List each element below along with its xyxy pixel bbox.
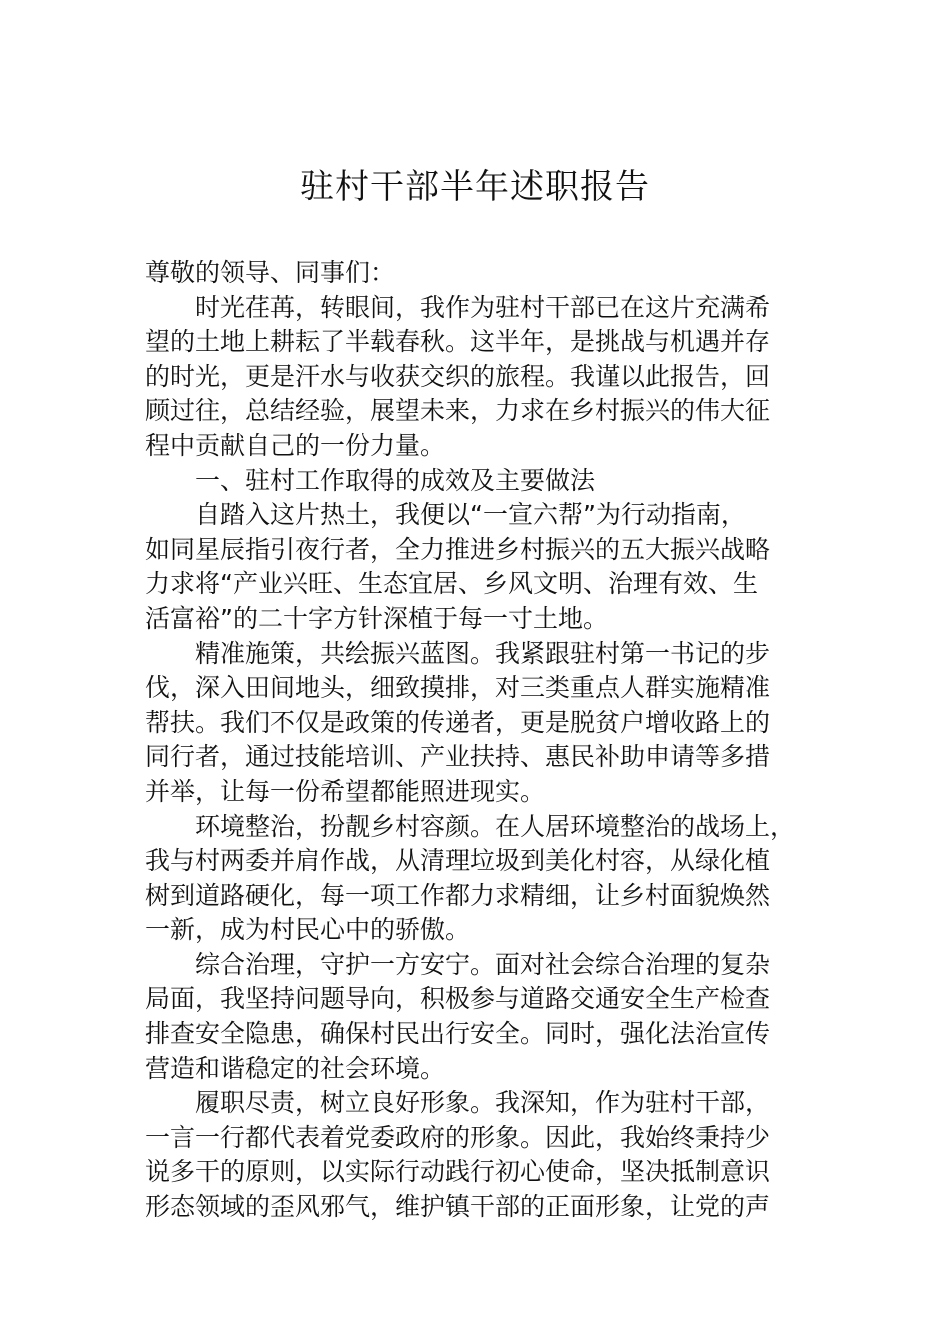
- text-line: 活富裕”的二十字方针深植于每一寸土地。: [145, 603, 608, 633]
- text-line: 伐，深入田间地头，细致摸排，对三类重点人群实施精准: [145, 673, 771, 703]
- text-line: 一言一行都代表着党委政府的形象。因此，我始终秉持少: [145, 1122, 771, 1152]
- text-line: 自踏入这片热土，我便以“一宣六帮”为行动指南，: [195, 500, 746, 530]
- text-line: 时光荏苒，转眼间，我作为驻村干部已在这片充满希: [195, 292, 771, 322]
- text-line: 的时光，更是汗水与收获交织的旅程。我谨以此报告，回: [145, 361, 771, 391]
- text-line: 一新，成为村民心中的骄傲。: [145, 915, 471, 945]
- text-line: 顾过往，总结经验，展望未来，力求在乡村振兴的伟大征: [145, 396, 771, 426]
- text-line: 并举，让每一份希望都能照进现实。: [145, 776, 546, 806]
- text-line: 帮扶。我们不仅是政策的传递者，更是脱贫户增收路上的: [145, 707, 771, 737]
- text-line: 如同星辰指引夜行者，全力推进乡村振兴的五大振兴战略: [145, 534, 771, 564]
- text-line: 局面，我坚持问题导向，积极参与道路交通安全生产检查: [145, 984, 771, 1014]
- text-line: 形态领域的歪风邪气，维护镇干部的正面形象，让党的声: [145, 1192, 771, 1222]
- text-line: 环境整治，扮靓乡村容颜。在人居环境整治的战场上，: [195, 811, 796, 841]
- text-line: 同行者，通过技能培训、产业扶持、惠民补助申请等多措: [145, 742, 771, 772]
- text-line: 履职尽责，树立良好形象。我深知，作为驻村干部，: [195, 1088, 771, 1118]
- text-line: 树到道路硬化，每一项工作都力求精细，让乡村面貌焕然: [145, 880, 771, 910]
- text-line: 望的土地上耕耘了半载春秋。这半年，是挑战与机遇并存: [145, 327, 771, 357]
- text-line: 程中贡献自己的一份力量。: [145, 430, 446, 460]
- text-line: 力求将“产业兴旺、生态宜居、乡风文明、治理有效、生: [145, 569, 758, 599]
- text-line: 营造和谐稳定的社会环境。: [145, 1053, 446, 1083]
- document-body: [145, 256, 825, 1225]
- text-line: 精准施策，共绘振兴蓝图。我紧跟驻村第一书记的步: [195, 638, 771, 668]
- document-title: 驻村干部半年述职报告: [300, 167, 650, 207]
- text-line: 说多干的原则，以实际行动践行初心使命，坚决抵制意识: [145, 1157, 771, 1187]
- text-line: 尊敬的领导、同事们：: [145, 258, 396, 287]
- text-line: 我与村两委并肩作战，从清理垃圾到美化村容，从绿化植: [145, 846, 771, 876]
- text-line: 综合治理，守护一方安宁。面对社会综合治理的复杂: [195, 949, 771, 979]
- text-line: 排查安全隐患，确保村民出行安全。同时，强化法治宣传: [145, 1019, 771, 1049]
- section-heading: 一、驻村工作取得的成效及主要做法: [195, 465, 596, 495]
